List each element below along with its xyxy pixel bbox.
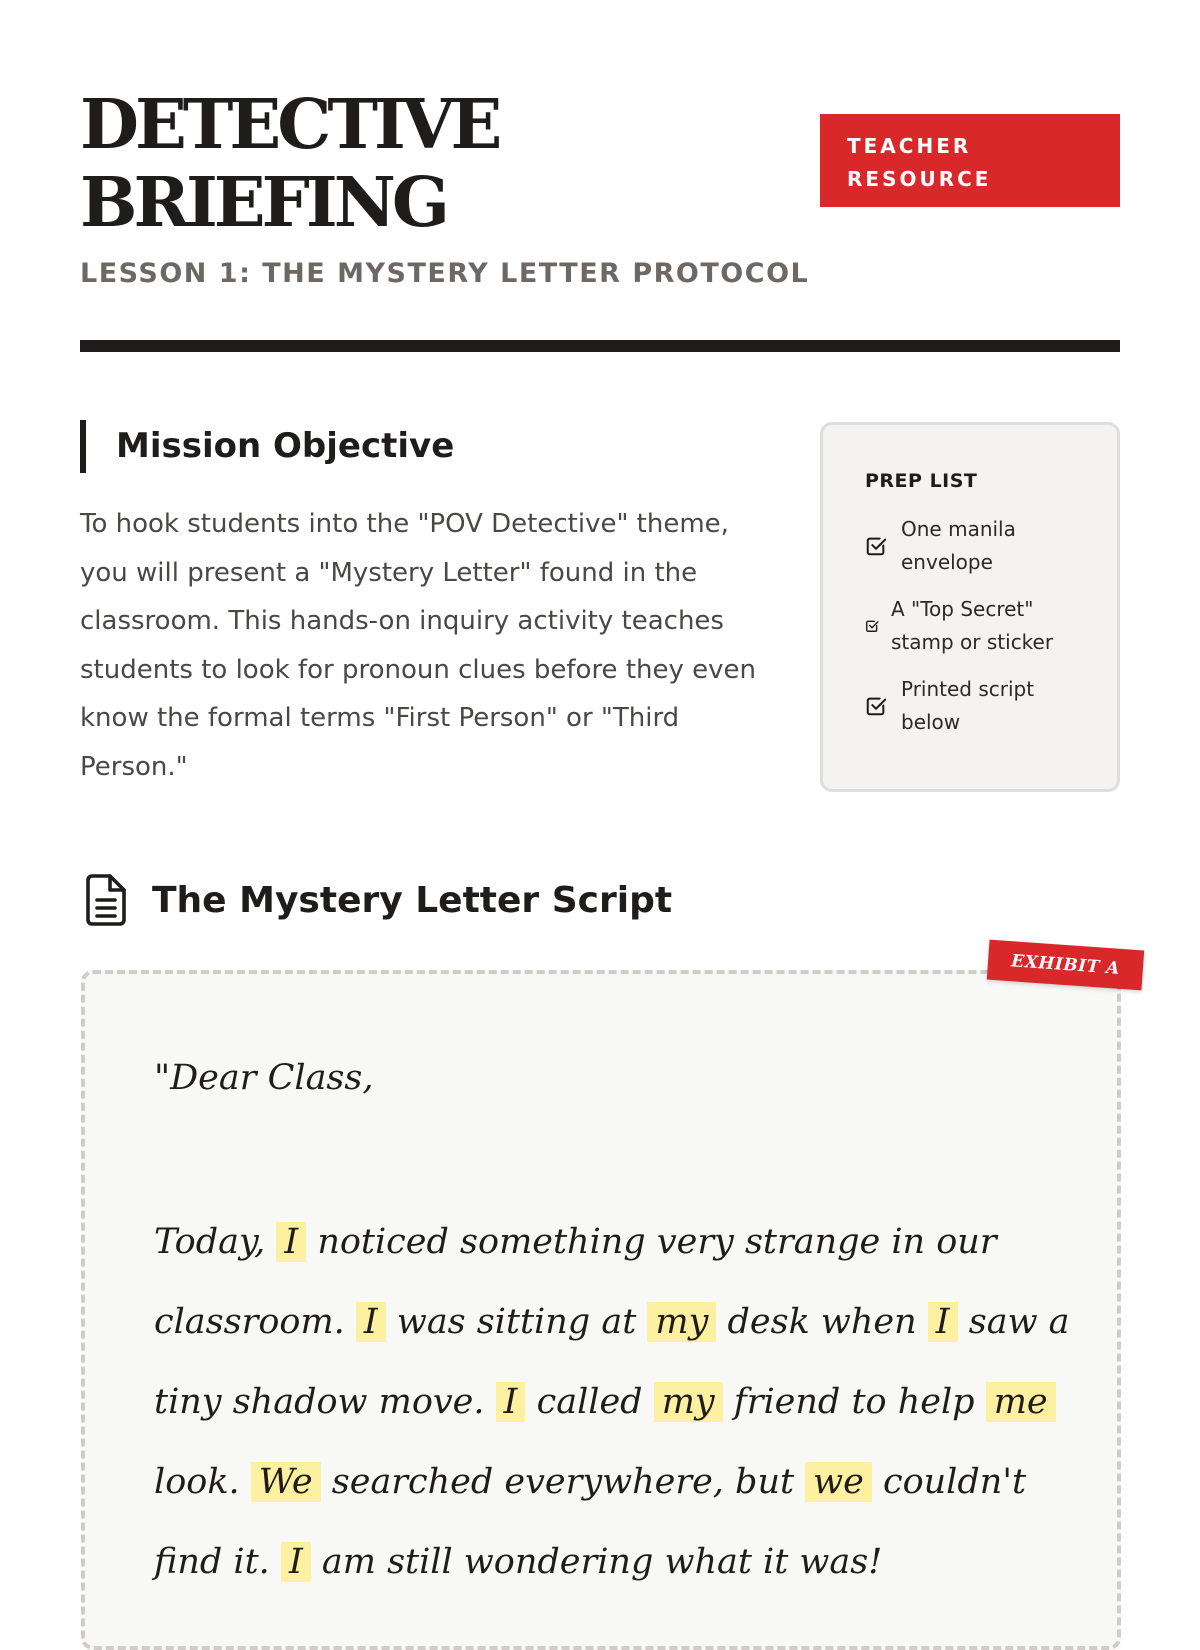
prep-list-title: PREP LIST: [865, 470, 978, 492]
lesson-subtitle: LESSON 1: THE MYSTERY LETTER PROTOCOL: [80, 258, 810, 289]
title-line-1: DETECTIVE: [80, 85, 499, 165]
letter-text: look.: [154, 1462, 251, 1502]
header-divider: [80, 340, 1120, 352]
pronoun-highlight: my: [647, 1302, 716, 1342]
pronoun-highlight: I: [281, 1542, 311, 1582]
letter-text: searched everywhere, but: [320, 1462, 806, 1502]
script-heading: [84, 874, 672, 926]
document-icon: [84, 874, 128, 926]
prep-item-label: Printed script below: [901, 677, 1035, 734]
letter-text: am still wondering what it was!: [310, 1542, 883, 1582]
teacher-resource-badge: [820, 114, 1120, 207]
pronoun-highlight: I: [356, 1302, 386, 1342]
letter-text: friend to help: [722, 1382, 986, 1422]
letter-body: [154, 1202, 1084, 1602]
badge-line-2: RESOURCE: [847, 167, 992, 191]
page-title: [80, 86, 498, 242]
prep-list-item: [865, 593, 1091, 659]
letter-text: called: [525, 1382, 654, 1422]
mission-objective-heading: Mission Objective: [80, 420, 454, 473]
title-line-2: BRIEFING: [80, 163, 446, 243]
letter-greeting: "Dear Class,: [154, 1058, 374, 1098]
letter-text: was sitting at: [385, 1302, 648, 1342]
pronoun-highlight: I: [276, 1222, 306, 1262]
pronoun-highlight: we: [805, 1462, 872, 1502]
prep-list-card: [820, 422, 1120, 792]
pronoun-highlight: I: [928, 1302, 958, 1342]
letter-text: saw a tiny shadow move.: [154, 1302, 1070, 1422]
letter-text: desk when: [716, 1302, 928, 1342]
checkbox-checked-icon: [865, 695, 887, 717]
prep-list-item: [865, 513, 1091, 579]
pronoun-highlight: my: [654, 1382, 723, 1422]
prep-item-label: One manila envelope: [901, 517, 1016, 574]
prep-item-label: A "Top Secret" stamp or sticker: [891, 597, 1054, 654]
exhibit-tag: EXHIBIT A: [987, 940, 1144, 991]
badge-line-1: TEACHER: [847, 134, 972, 158]
checkbox-checked-icon: [865, 535, 887, 557]
letter-text: couldn't find it.: [154, 1462, 1027, 1582]
mission-objective-text: To hook students into the "POV Detective" theme, you will present a "Mystery Letter" found in the classroom. This hands-on inquiry activity teaches students to look for pronoun clues before they even know the formal terms "First Person" or "Third Person.": [80, 509, 756, 782]
checkbox-checked-icon: [865, 619, 879, 633]
script-heading-label: The Mystery Letter Script: [152, 879, 673, 921]
pronoun-highlight: We: [251, 1462, 321, 1502]
letter-text: Today,: [154, 1222, 277, 1262]
letter-text: noticed something very strange in our classroom.: [154, 1222, 997, 1342]
pronoun-highlight: me: [986, 1382, 1056, 1422]
pronoun-highlight: I: [496, 1382, 526, 1422]
prep-list-item: [865, 673, 1081, 739]
